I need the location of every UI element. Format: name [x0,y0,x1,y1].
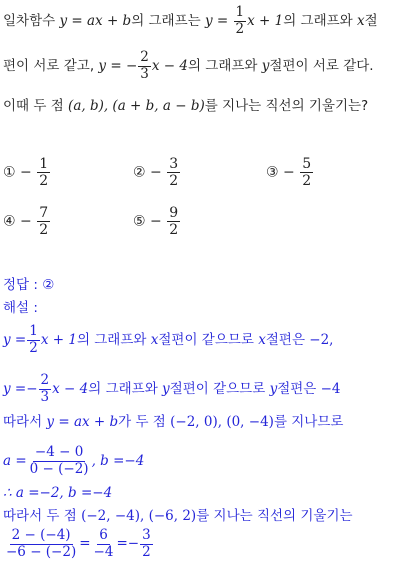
question-text: 의 그래프와 [283,13,358,29]
solution-line-5: ∴ a =−2, b =−4 [3,485,113,501]
math-expression: y = ax + b [59,13,132,29]
denominator: 3 [40,388,50,405]
math-expression: , b =−4 [91,453,145,469]
solution-text: 절편이 같으므로 [158,332,259,348]
solution-text: 를 지나는 직선의 기울기는 [196,508,353,524]
denominator: 0 − (−2) [29,460,89,477]
fraction [37,206,50,237]
math-expression: y = ax + b [46,414,119,430]
solution-text: 의 그래프와 [88,381,163,397]
sign: − [150,213,162,230]
numerator: 2 − (−4) [11,527,71,543]
fraction [92,529,116,559]
math-expression: y =− [3,381,38,397]
question-text: 일차함수 [3,13,60,29]
math-expression: (−2, 0), (0, −4) [170,414,274,430]
math-expression: x + 1 [40,332,77,348]
solution-text: 절편은 [265,332,310,348]
denominator: −6 − (−2) [6,543,77,560]
solution-text: 따라서 두 점 [3,508,82,524]
fraction [37,157,50,188]
choice-number: ⑤ [133,213,146,230]
fraction [39,374,52,404]
sign: − [150,164,162,181]
solution-line-7 [3,529,154,559]
solution-line-4 [3,446,144,476]
denominator: 2 [302,173,312,189]
denominator: 2 [169,173,179,189]
question-text: 의 그래프는 [131,13,205,29]
math-expression: y = [3,332,27,348]
math-expression: y = [204,13,233,29]
numerator: 3 [142,527,151,543]
numerator: 5 [302,156,312,172]
explanation-label: 해설 : [3,300,38,316]
question-text: 를 지나는 직선의 기울기는? [204,98,369,114]
math-value: −4 [320,381,341,397]
fraction [138,51,151,81]
question-text: 절 [364,13,378,29]
denominator: 2 [29,339,38,356]
math-variable: y [261,58,270,74]
numerator: 2 [140,49,149,65]
numerator: 1 [29,323,38,339]
choice-2[interactable] [133,157,181,188]
solution-line-3 [3,413,343,431]
numerator: 2 [40,372,50,388]
fraction [27,325,40,355]
math-expression: (a, b), (a + b, a − b) [68,98,205,114]
math-expression: a = [3,453,27,469]
question-line-1 [3,6,378,36]
numerator: 3 [169,156,179,172]
sign: − [283,164,295,181]
numerator: 6 [99,527,108,543]
math-expression: y = − [98,58,138,74]
solution-text: 절편은 [277,381,321,397]
equals-sign: = [79,535,91,552]
question-text: 절편이 서로 같다. [269,58,374,74]
choice-1[interactable] [3,157,51,188]
question-text: 의 그래프와 [187,58,262,74]
choice-number: ④ [3,213,16,230]
fraction [300,157,313,188]
math-variable: x [150,332,159,348]
math-value: −2, [309,332,334,348]
math-variable: x [258,332,266,348]
denominator: −4 [93,543,114,560]
math-expression: x − 4 [151,58,188,74]
math-variable: y [162,381,170,397]
solution-text: 절편이 같으므로 [169,381,270,397]
solution-text: 따라서 [3,414,47,430]
solution-line-6 [3,507,353,525]
solution-line-2 [3,374,341,404]
choice-number: ③ [266,164,279,181]
choice-number: ② [133,164,146,181]
answer-label: 정답 : ② [3,277,55,293]
fraction [28,446,91,476]
math-variable: y [269,381,278,397]
denominator: 2 [142,543,151,560]
numerator: 1 [39,156,49,172]
solution-text: 를 지나므로 [273,414,344,430]
sign: − [20,164,32,181]
sign: − [20,213,32,230]
solution-line-1 [3,325,333,355]
choice-number: ① [3,164,16,181]
numerator: −4 − 0 [34,444,84,460]
equals-sign: =− [116,535,140,552]
fraction [167,206,180,237]
numerator: 9 [169,205,179,221]
choice-4[interactable] [3,206,51,237]
solution-text: 가 두 점 [118,414,171,430]
fraction [234,6,247,36]
denominator: 2 [39,222,49,238]
math-variable: x [357,13,365,29]
numerator: 7 [39,205,49,221]
fraction [167,157,180,188]
solution-text: 의 그래프와 [76,332,151,348]
question-line-3 [3,97,368,115]
fraction [4,529,78,559]
numerator: 1 [235,4,245,20]
math-expression: x − 4 [52,381,89,397]
choice-5[interactable] [133,206,181,237]
fraction [140,529,153,559]
question-text: 이때 두 점 [3,98,69,114]
denominator: 2 [169,222,179,238]
question-line-2 [3,51,374,81]
denominator: 3 [140,65,149,82]
choice-3[interactable] [266,157,314,188]
denominator: 2 [235,20,245,37]
denominator: 2 [39,173,49,189]
math-expression: (−2, −4), (−6, 2) [81,508,197,524]
question-text: 편이 서로 같고, [3,58,99,74]
math-expression: x + 1 [247,13,284,29]
